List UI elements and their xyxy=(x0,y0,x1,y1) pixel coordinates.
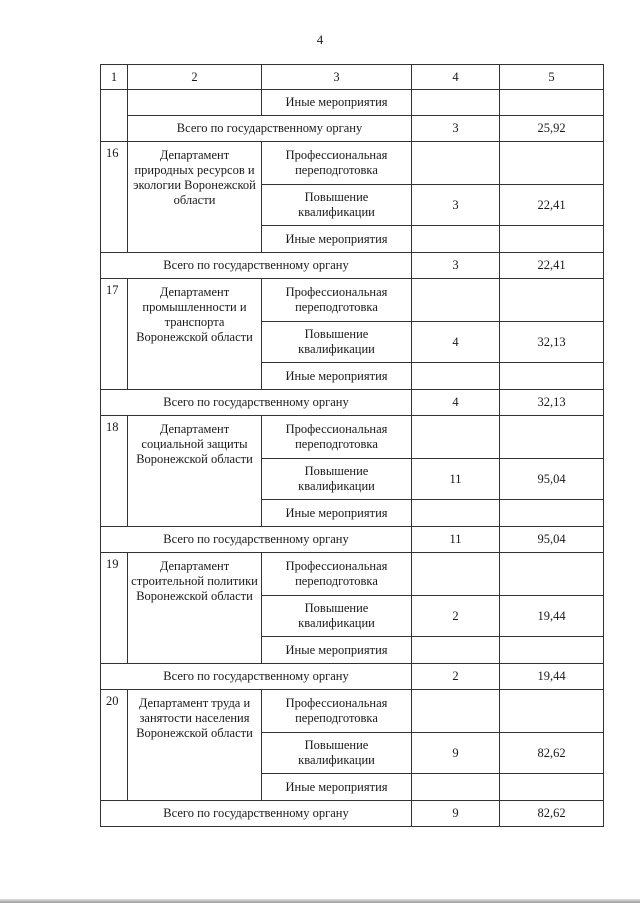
total-sum: 32,13 xyxy=(500,390,604,416)
activity-cell: Профессиональная переподготовка xyxy=(262,416,412,459)
row-number: 20 xyxy=(101,690,128,801)
header-cell: 3 xyxy=(262,65,412,90)
sum-cell: 95,04 xyxy=(500,459,604,500)
activity-cell: Повышение квалификации xyxy=(262,322,412,363)
total-sum: 25,92 xyxy=(500,116,604,142)
count-cell xyxy=(412,90,500,116)
empty-cell xyxy=(101,90,128,142)
count-cell xyxy=(412,637,500,664)
activity-cell: Профессиональная переподготовка xyxy=(262,279,412,322)
count-cell xyxy=(412,690,500,733)
count-cell xyxy=(412,363,500,390)
department-name: Департамент труда и занятости населения Воронежской области xyxy=(128,690,262,801)
count-cell: 4 xyxy=(412,322,500,363)
page-number: 4 xyxy=(316,32,324,47)
activity-cell: Иные мероприятия xyxy=(262,90,412,116)
count-cell xyxy=(412,142,500,185)
department-sections xyxy=(101,142,604,827)
sum-cell xyxy=(500,553,604,596)
sum-cell xyxy=(500,142,604,185)
count-cell: 9 xyxy=(412,733,500,774)
total-count: 2 xyxy=(412,664,500,690)
activity-cell: Иные мероприятия xyxy=(262,774,412,801)
count-cell xyxy=(412,279,500,322)
count-cell xyxy=(412,226,500,253)
count-cell: 2 xyxy=(412,596,500,637)
count-cell xyxy=(412,553,500,596)
sum-cell xyxy=(500,637,604,664)
department-name: Департамент природных ресурсов и экологии Воронежской области xyxy=(128,142,262,253)
total-row xyxy=(101,253,604,279)
total-count: 3 xyxy=(412,253,500,279)
header-cell: 1 xyxy=(101,65,128,90)
header-row xyxy=(101,65,604,90)
header-cell: 2 xyxy=(128,65,262,90)
total-label: Всего по государственному органу xyxy=(101,253,412,279)
total-label: Всего по государственному органу xyxy=(128,116,412,142)
activity-cell: Повышение квалификации xyxy=(262,733,412,774)
count-cell xyxy=(412,774,500,801)
count-cell: 3 xyxy=(412,185,500,226)
total-row xyxy=(101,664,604,690)
total-count: 9 xyxy=(412,801,500,827)
sum-cell xyxy=(500,226,604,253)
total-row xyxy=(101,527,604,553)
count-cell: 11 xyxy=(412,459,500,500)
activity-cell: Профессиональная переподготовка xyxy=(262,690,412,733)
count-cell xyxy=(412,500,500,527)
sum-cell: 19,44 xyxy=(500,596,604,637)
header-cell: 4 xyxy=(412,65,500,90)
total-label: Всего по государственному органу xyxy=(101,664,412,690)
table-row xyxy=(101,90,604,116)
department-name: Департамент социальной защиты Воронежской области xyxy=(128,416,262,527)
table-row xyxy=(101,279,604,322)
total-row xyxy=(101,801,604,827)
activity-cell: Иные мероприятия xyxy=(262,226,412,253)
activity-cell: Профессиональная переподготовка xyxy=(262,142,412,185)
total-row xyxy=(101,116,604,142)
table-row xyxy=(101,690,604,733)
row-number: 16 xyxy=(101,142,128,253)
sum-cell xyxy=(500,279,604,322)
training-table xyxy=(100,64,604,827)
activity-cell: Иные мероприятия xyxy=(262,637,412,664)
sum-cell xyxy=(500,500,604,527)
total-sum: 82,62 xyxy=(500,801,604,827)
sum-cell xyxy=(500,363,604,390)
empty-cell xyxy=(128,90,262,116)
row-number: 19 xyxy=(101,553,128,664)
count-cell xyxy=(412,416,500,459)
total-sum: 22,41 xyxy=(500,253,604,279)
header-cell: 5 xyxy=(500,65,604,90)
total-label: Всего по государственному органу xyxy=(101,527,412,553)
sum-cell: 32,13 xyxy=(500,322,604,363)
total-row xyxy=(101,390,604,416)
activity-cell: Повышение квалификации xyxy=(262,596,412,637)
activity-cell: Повышение квалификации xyxy=(262,185,412,226)
table-row xyxy=(101,142,604,185)
total-label: Всего по государственному органу xyxy=(101,801,412,827)
total-count: 3 xyxy=(412,116,500,142)
department-name: Департамент промышленности и транспорта Воронежской области xyxy=(128,279,262,390)
sum-cell: 22,41 xyxy=(500,185,604,226)
activity-cell: Профессиональная переподготовка xyxy=(262,553,412,596)
row-number: 17 xyxy=(101,279,128,390)
scan-edge xyxy=(0,899,640,903)
total-count: 11 xyxy=(412,527,500,553)
activity-cell: Иные мероприятия xyxy=(262,500,412,527)
table-row xyxy=(101,553,604,596)
total-count: 4 xyxy=(412,390,500,416)
table-row xyxy=(101,416,604,459)
activity-cell: Иные мероприятия xyxy=(262,363,412,390)
total-label: Всего по государственному органу xyxy=(101,390,412,416)
total-sum: 19,44 xyxy=(500,664,604,690)
sum-cell xyxy=(500,416,604,459)
sum-cell xyxy=(500,690,604,733)
row-number: 18 xyxy=(101,416,128,527)
sum-cell: 82,62 xyxy=(500,733,604,774)
total-sum: 95,04 xyxy=(500,527,604,553)
sum-cell xyxy=(500,90,604,116)
sum-cell xyxy=(500,774,604,801)
activity-cell: Повышение квалификации xyxy=(262,459,412,500)
department-name: Департамент строительной политики Воронежской области xyxy=(128,553,262,664)
